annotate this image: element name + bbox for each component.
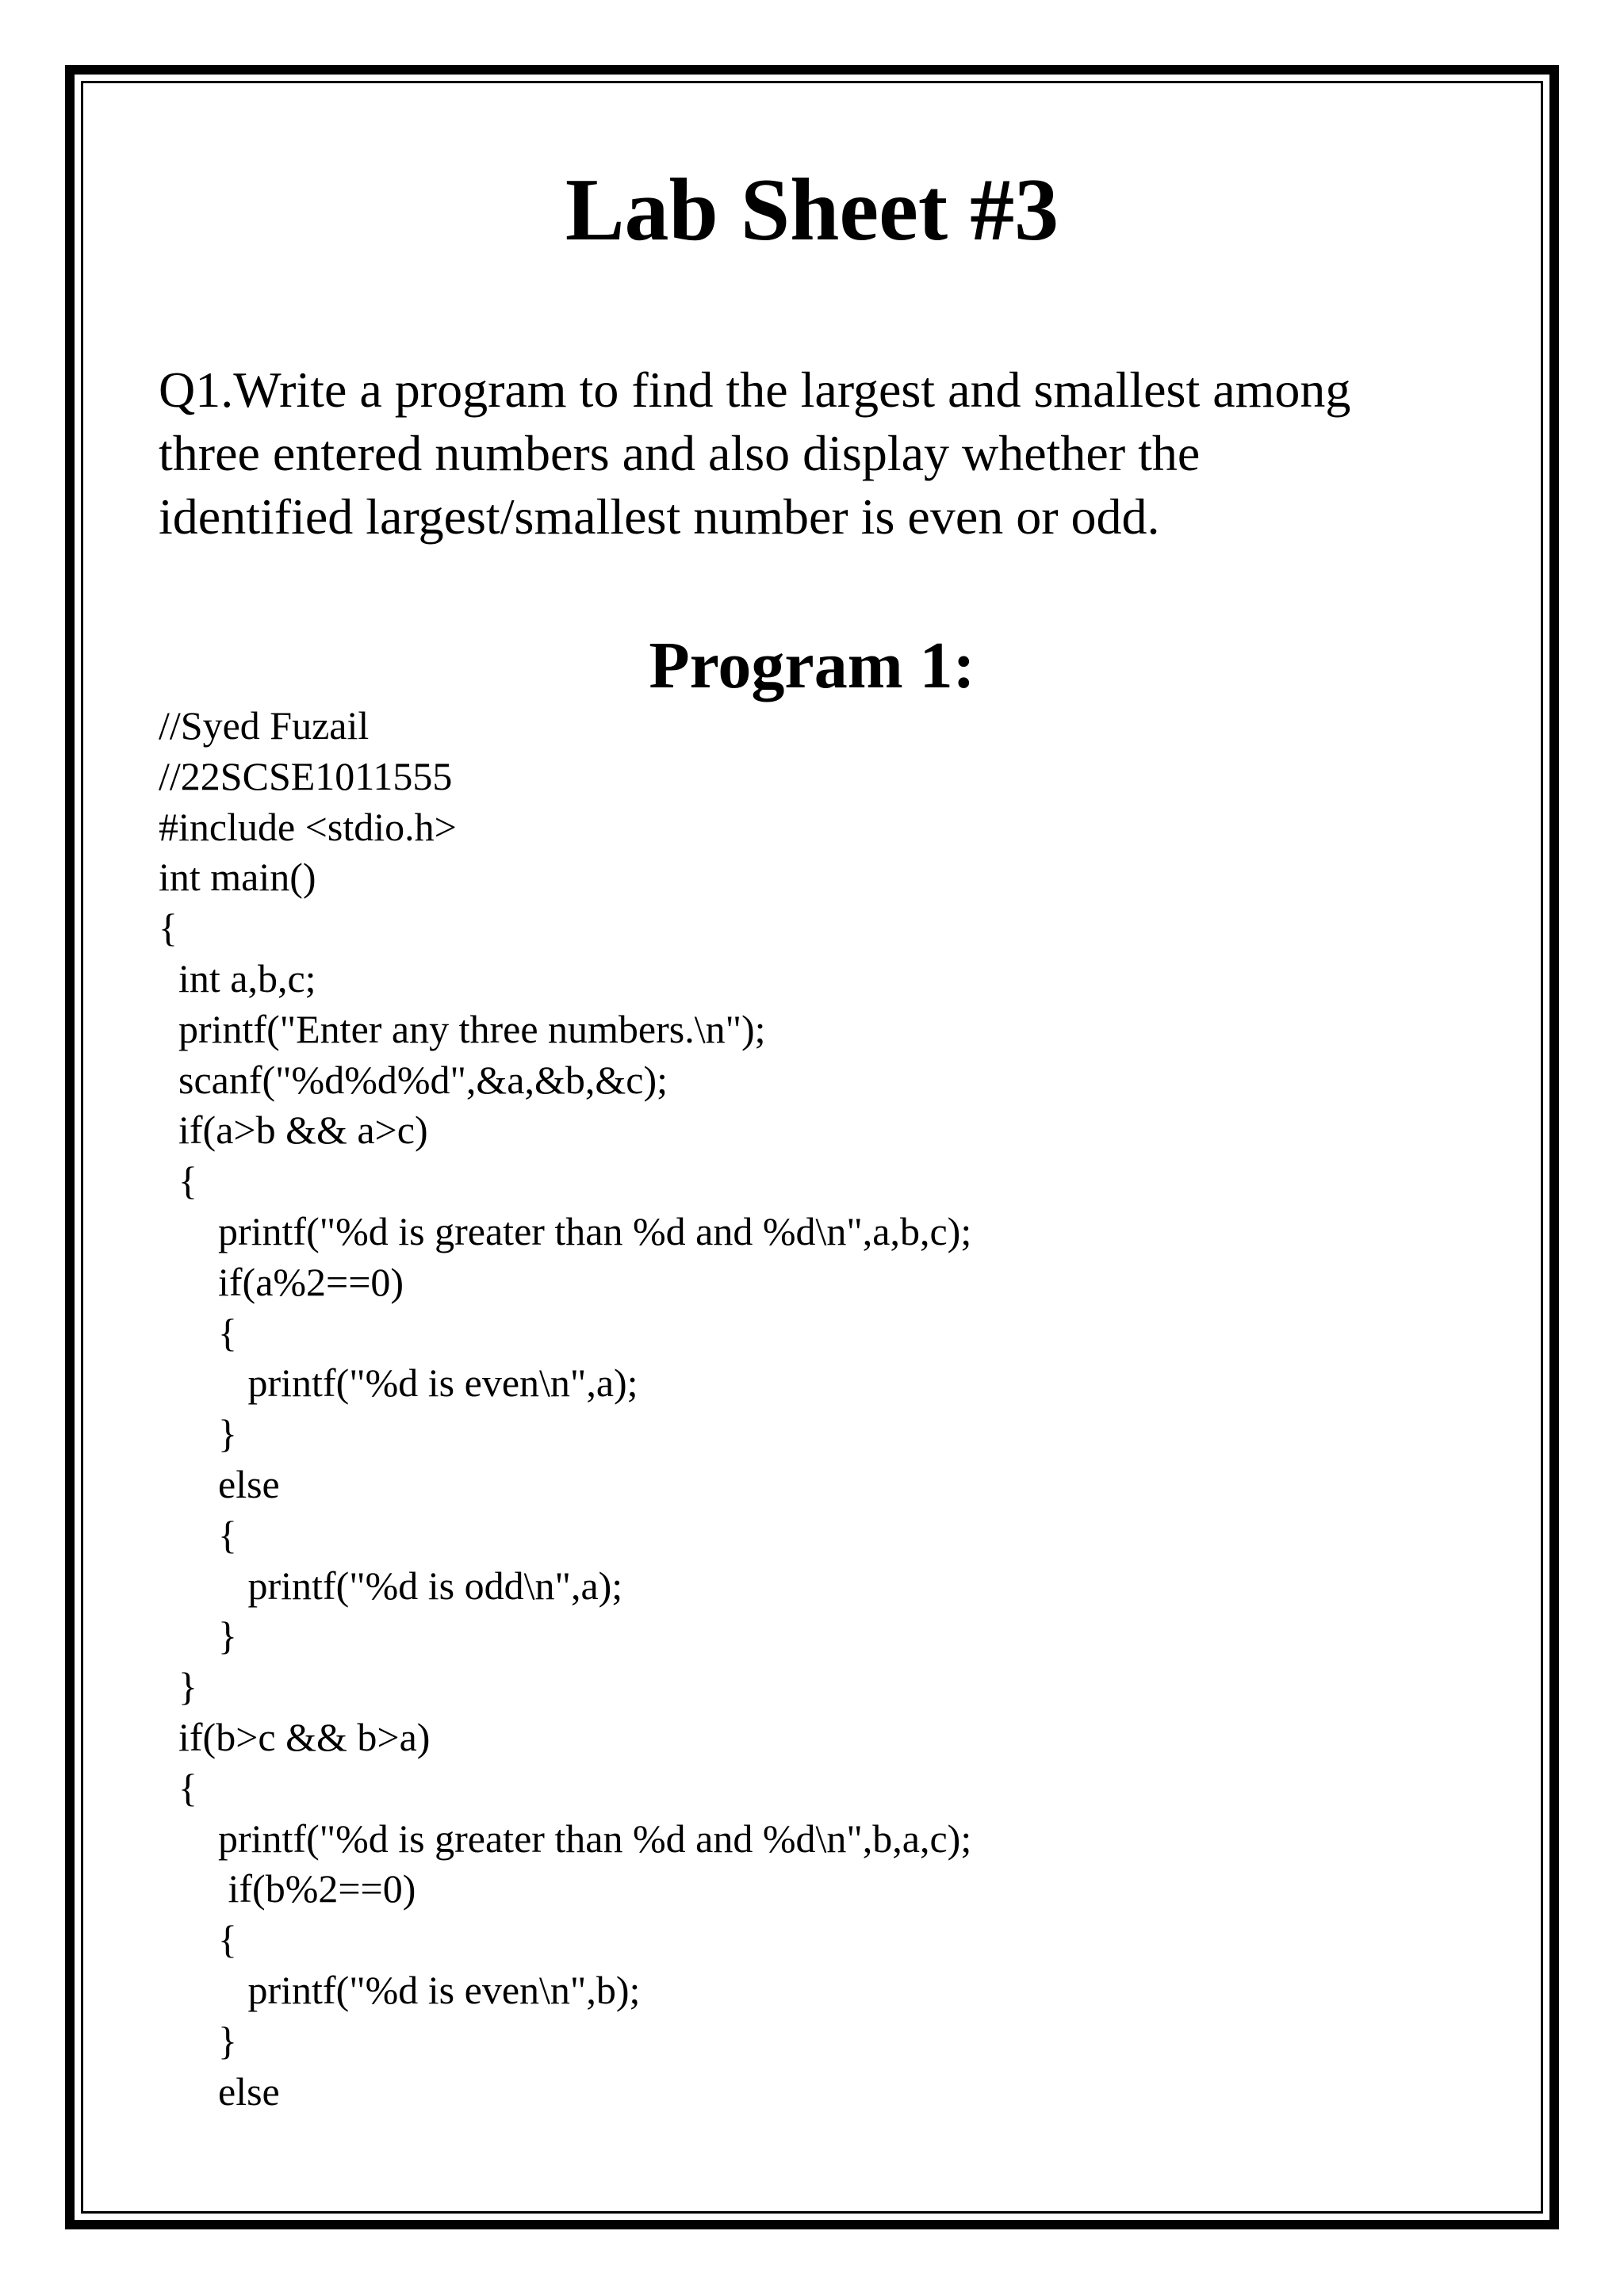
code-line: printf("%d is greater than %d and %d\n",a,b,c); [159,1208,972,1253]
code-line: } [159,1613,237,1659]
code-line: int a,b,c; [159,955,316,1001]
code-line: } [159,1664,197,1709]
code-line: { [159,1310,237,1355]
question-text [159,358,1475,549]
code-line: { [159,905,178,951]
page-title: Lab Sheet #3 [565,161,1059,259]
code-line: scanf("%d%d%d",&a,&b,&c); [159,1057,668,1102]
question-line: three entered numbers and also display whether the [159,425,1201,481]
code-line: printf("Enter any three numbers.\n"); [159,1006,766,1051]
code-line: else [159,1461,280,1506]
code-line: //22SCSE1011555 [159,753,453,798]
code-line: { [159,1158,197,1203]
code-line: printf("%d is even\n",b); [159,1967,641,2012]
code-line: printf("%d is greater than %d and %d\n",b,a,c); [159,1816,972,1861]
code-line: { [159,1917,237,1962]
program-heading: Program 1: [649,629,975,702]
code-line: #include <stdio.h> [159,804,457,849]
code-line: } [159,1411,237,1456]
code-listing [159,701,1475,2117]
question-line: Q1.Write a program to find the largest and smallest among [159,362,1351,418]
code-line: { [159,1512,237,1557]
code-line: if(b%2==0) [159,1866,416,1911]
code-line: if(b>c && b>a) [159,1714,431,1759]
code-line: } [159,2018,237,2063]
code-line: printf("%d is odd\n",a); [159,1563,623,1608]
code-line: printf("%d is even\n",a); [159,1360,638,1406]
code-line: else [159,2068,280,2114]
code-line: int main() [159,855,316,900]
code-line: if(a>b && a>c) [159,1108,428,1153]
question-line: identified largest/smallest number is even or odd. [159,488,1160,545]
code-line: //Syed Fuzail [159,703,370,748]
code-line: { [159,1765,197,1810]
code-line: if(a%2==0) [159,1259,404,1304]
